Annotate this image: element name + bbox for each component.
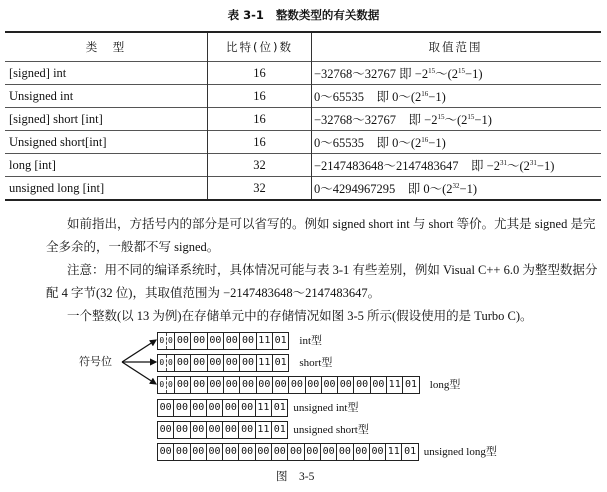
- bit-cell: 00: [191, 355, 207, 371]
- table-row: [5, 154, 601, 177]
- integer-types-table: [5, 31, 601, 201]
- cell-bits: 16: [208, 108, 312, 131]
- sign-bit-label: 符号位: [79, 355, 112, 368]
- cell-range: [312, 85, 602, 108]
- bit-cell: 00: [207, 400, 223, 416]
- register-4: [157, 421, 288, 439]
- bit-cell: 00: [239, 444, 255, 460]
- bit-cell: 00: [174, 422, 190, 438]
- exponent: 15: [428, 66, 436, 75]
- bit-cell: 00: [354, 444, 370, 460]
- table-row: [5, 62, 601, 85]
- range-text: −1): [428, 90, 446, 104]
- bit-cell: 00: [240, 355, 256, 371]
- table-number: 表 3-1: [227, 8, 264, 22]
- bit-cell: 00: [191, 400, 207, 416]
- paragraph-1: 如前指出，方括号内的部分是可以省写的。例如 signed short int 与 short 等价。尤其是 signed 是完全多余的，一般都不写 signed。: [46, 217, 596, 254]
- bit-cell: 01: [273, 424, 286, 435]
- range-text: 0～65535 即 0～(2: [314, 90, 422, 104]
- bit-cell: 00: [322, 377, 338, 393]
- cell-range: [312, 108, 602, 131]
- range-text: −1): [428, 136, 446, 150]
- range-text: −1): [459, 182, 478, 196]
- exponent: 15: [467, 112, 475, 121]
- register-1: [157, 354, 289, 372]
- bit-cell: 00: [191, 377, 207, 393]
- bit-cell: 01: [274, 335, 287, 346]
- table-row: [5, 177, 601, 201]
- bit-cell: 00: [224, 333, 240, 349]
- bit-cell: 00: [288, 444, 304, 460]
- figure-3-5: [0, 330, 607, 492]
- range-text: −2147483648～2147483647 即 −2: [314, 159, 500, 173]
- cell-bits: 32: [208, 177, 312, 201]
- cell-type: unsigned long [int]: [5, 177, 208, 201]
- bit-cell: 00: [224, 377, 240, 393]
- bit-cell: 00: [208, 333, 224, 349]
- bit-cell: 00: [289, 377, 305, 393]
- cell-bits: 16: [208, 131, 312, 154]
- bit-cell: 00: [240, 377, 256, 393]
- bit-cell: 00: [240, 333, 256, 349]
- cell-bits: 16: [208, 85, 312, 108]
- bit-cell: 00: [370, 444, 386, 460]
- bit-cell: 01: [404, 379, 418, 390]
- cell-type: long [int]: [5, 154, 208, 177]
- bit-cell: 00: [337, 444, 353, 460]
- register-label: unsigned short型: [293, 424, 369, 436]
- bit-cell: 00: [175, 333, 191, 349]
- figure-caption: 图 3-5: [276, 471, 315, 483]
- bit-cell: 01: [273, 402, 286, 413]
- bit-cell: 00: [223, 400, 239, 416]
- bit-cell: 00: [175, 355, 191, 371]
- bit-cell: 01: [404, 446, 417, 457]
- range-text: −1): [474, 113, 492, 127]
- table-title: 整数类型的有关数据: [275, 8, 380, 22]
- exponent: 32: [452, 181, 460, 190]
- register-label: int型: [299, 335, 323, 347]
- bit-cell: 00: [272, 444, 288, 460]
- bit-cell: 00: [191, 422, 207, 438]
- bit-cell: 00: [174, 444, 190, 460]
- paragraph-2: 注意：用不同的编译系统时，具体情况可能与表 3-1 有些差别，例如 Visual C++ 6.0 为整型数据分配 4 字节(32 位)，其取值范围为 −2147483648～2147483647。: [46, 263, 598, 300]
- bit-cell: 00: [273, 377, 289, 393]
- exponent: 31: [529, 158, 537, 167]
- bit-cell: 00: [257, 377, 273, 393]
- range-text: 0～4294967295 即 0～(2: [314, 182, 453, 196]
- bit-cell: 00: [158, 444, 174, 460]
- exponent: 15: [437, 112, 445, 121]
- bit-cell: 00: [239, 422, 255, 438]
- exponent: 15: [458, 66, 466, 75]
- register-5: [157, 443, 419, 461]
- bit-cell: 00: [207, 422, 223, 438]
- bit-cell: 0: [167, 377, 176, 393]
- bit-cell: 11: [256, 400, 272, 416]
- range-text: ～(2: [506, 159, 530, 173]
- bit-cell: 11: [257, 355, 273, 371]
- register-label: unsigned int型: [293, 402, 359, 414]
- table-row: [5, 131, 601, 154]
- bit-cell: 00: [223, 444, 239, 460]
- sign-bit-cell: 0: [158, 355, 167, 371]
- cell-range: [312, 62, 602, 85]
- sign-bit-cell: 0: [158, 333, 167, 349]
- bit-cell: 11: [257, 333, 273, 349]
- cell-type: [signed] int: [5, 62, 208, 85]
- bit-cell: 00: [174, 400, 190, 416]
- sign-bit-cell: 0: [158, 377, 167, 393]
- exponent: 31: [499, 158, 507, 167]
- bit-cell: 11: [256, 422, 272, 438]
- bit-cell: 00: [208, 377, 224, 393]
- exponent: 16: [421, 89, 429, 98]
- range-text: −32768～32767 即 −2: [314, 67, 429, 81]
- cell-bits: 16: [208, 62, 312, 85]
- header-range: 取值范围: [312, 32, 602, 62]
- exponent: 16: [421, 135, 429, 144]
- bit-cell: 01: [274, 357, 287, 368]
- cell-range: [312, 131, 602, 154]
- range-text: ～(2: [444, 113, 468, 127]
- arrow-long: [122, 362, 156, 384]
- arrow-int: [122, 340, 156, 362]
- bit-cell: 00: [338, 377, 354, 393]
- range-text: 0～65535 即 0～(2: [314, 136, 422, 150]
- table-row: [5, 85, 601, 108]
- bit-cell: 00: [306, 377, 322, 393]
- range-text: −1): [536, 159, 555, 173]
- cell-type: Unsigned short[int]: [5, 131, 208, 154]
- bit-cell: 00: [191, 444, 207, 460]
- body-text: [46, 213, 598, 328]
- register-3: [157, 399, 288, 417]
- bit-cell: 00: [158, 422, 174, 438]
- cell-range: [312, 154, 602, 177]
- bit-cell: 0: [167, 355, 176, 371]
- bit-cell: 00: [371, 377, 387, 393]
- bit-cell: 00: [158, 400, 174, 416]
- cell-range: [312, 177, 602, 201]
- header-type: 类 型: [5, 32, 208, 62]
- register-label: unsigned long型: [423, 446, 497, 458]
- bit-cell: 11: [387, 377, 403, 393]
- bit-cell: 00: [224, 355, 240, 371]
- cell-bits: 32: [208, 154, 312, 177]
- bit-cell: 00: [207, 444, 223, 460]
- table-header-row: [5, 32, 601, 62]
- bit-cell: 00: [239, 400, 255, 416]
- bit-cell: 00: [223, 422, 239, 438]
- bit-cell: 00: [256, 444, 272, 460]
- bit-cell: 00: [191, 333, 207, 349]
- cell-type: Unsigned int: [5, 85, 208, 108]
- header-bits: 比特(位)数: [208, 32, 312, 62]
- bit-cell: 00: [175, 377, 191, 393]
- bit-cell: 11: [386, 444, 402, 460]
- cell-type: [signed] short [int]: [5, 108, 208, 131]
- register-0: [157, 332, 289, 350]
- range-text: ～(2: [435, 67, 459, 81]
- range-text: −1): [465, 67, 483, 81]
- bit-cell: 00: [321, 444, 337, 460]
- bit-cell: 00: [354, 377, 370, 393]
- range-text: −32768～32767 即 −2: [314, 113, 438, 127]
- table-row: [5, 108, 601, 131]
- table-caption: [0, 0, 607, 27]
- paragraph-3: 一个整数(以 13 为例)在存储单元中的存储情况如图 3-5 所示(假设使用的是 Turbo C)。: [67, 309, 533, 323]
- register-label: short型: [299, 357, 333, 369]
- bit-cell: 00: [208, 355, 224, 371]
- register-2: [157, 376, 420, 394]
- bit-cell: 00: [305, 444, 321, 460]
- bit-cell: 0: [167, 333, 176, 349]
- register-label: long型: [429, 379, 461, 391]
